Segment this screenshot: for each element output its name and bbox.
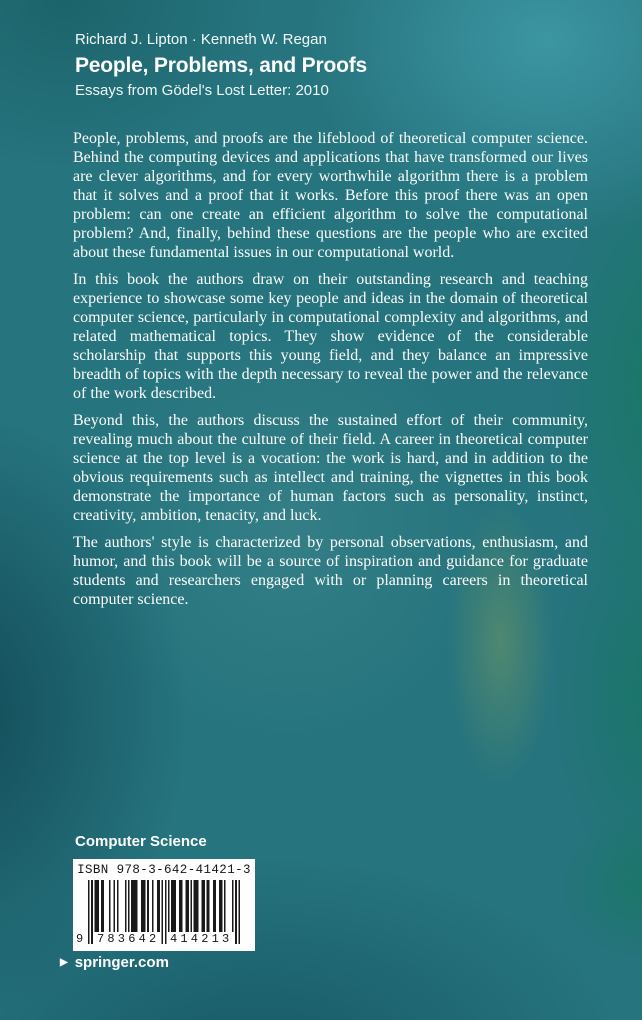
blurb-paragraph-2: In this book the authors draw on their outstanding research and teaching experience to showcase some key people and ideas in the domain of theoretical computer science, particularly in computational complexity and algorithms, and related mathematical topics. They show evidence of the considerable scholarship that supports this young field, and they balance an impressive breadth of topics with the depth necessary to reveal the power and the relevance of the work described.	[73, 271, 588, 402]
isbn-barcode-box	[73, 859, 255, 951]
blurb-paragraph-1: People, problems, and proofs are the lifeblood of theoretical computer science. Behind the computing devices and applications that have transformed our lives are clever algorithms, and for every worthwhile algorithm there is a problem that it solves and a proof that it works. Before this proof there was an open problem: can one create an efficient algorithm to solve the computational problem? And, finally, behind these questions are the people who are excited about these fundamental issues in our computational world.	[73, 130, 588, 261]
isbn-label: ISBN 978-3-642-41421-3	[77, 863, 251, 877]
blurb-text	[73, 129, 588, 617]
book-subtitle: Essays from Gödel's Lost Letter: 2010	[75, 82, 329, 99]
barcode-digit-first: 9	[76, 932, 84, 946]
publisher-url: springer.com	[74, 954, 169, 971]
authors-line: Richard J. Lipton · Kenneth W. Regan	[75, 31, 327, 48]
book-title: People, Problems, and Proofs	[75, 54, 367, 77]
category-label: Computer Science	[75, 833, 207, 850]
barcode-digits-right: 414213	[170, 932, 233, 946]
blurb-paragraph-3: Beyond this, the authors discuss the sustained effort of their community, revealing much about the culture of their field. A career in theoretical computer science at the top level is a vocation: the work is hard, and in addition to the obvious requirements such as intellect and training, the vignettes in this book demonstrate the importance of human factors such as personality, instinct, creativity, ambition, tenacity, and luck.	[73, 412, 588, 524]
blurb-paragraph-4: The authors' style is characterized by personal observations, enthusiasm, and humor, and this book will be a source of inspiration and guidance for graduate students and researchers engaged with or planning careers in theoretical computer science.	[73, 534, 588, 608]
barcode-digits-left: 783642	[97, 932, 160, 946]
arrow-icon: ▶	[60, 956, 68, 968]
cover-header	[75, 31, 592, 100]
publisher-link[interactable]	[60, 954, 169, 971]
